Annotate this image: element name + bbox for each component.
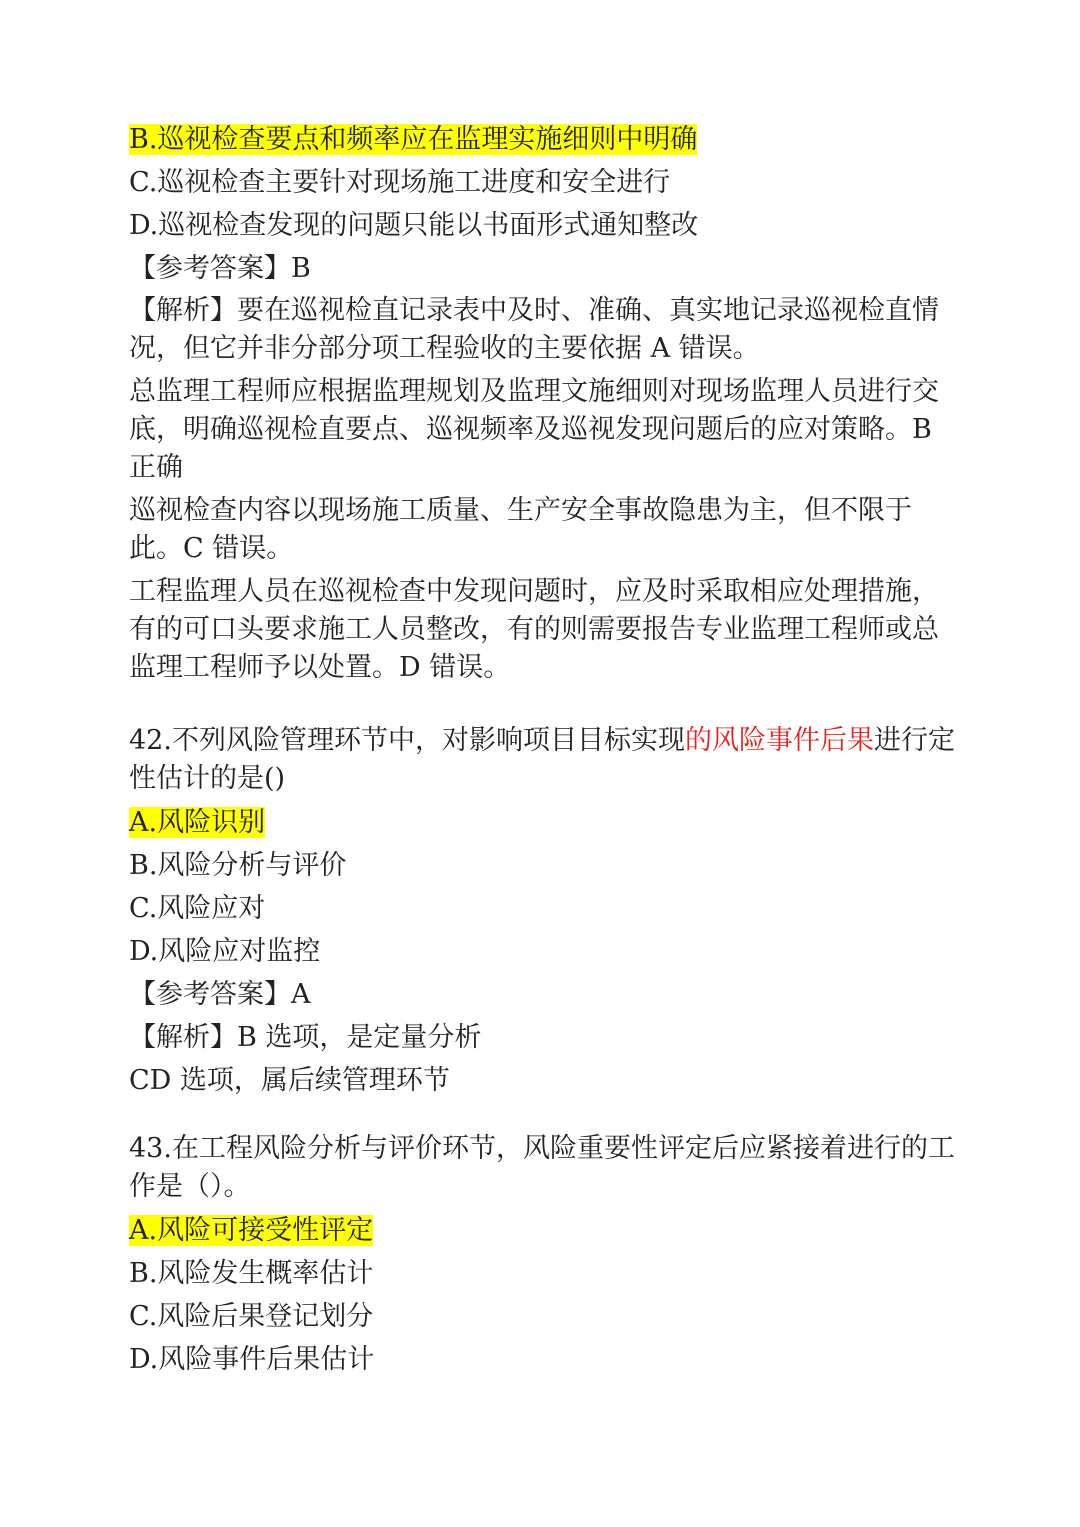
q43-option-d: D.风险事件后果估计 xyxy=(129,1344,375,1375)
q43-option-c: C.风险后果登记划分 xyxy=(129,1301,374,1332)
question-43 xyxy=(129,1128,959,1381)
q42-option-d: D.风险应对监控 xyxy=(129,936,321,967)
q42-stem xyxy=(129,720,959,801)
q41-option-c: C.巡视检查主要针对现场施工进度和安全进行 xyxy=(129,167,671,198)
q41-analysis-4: 工程监理人员在巡视检查中发现问题时，应及时采取相应处理措施，有的可口头要求施工人员整改，有的则需要报告专业监理工程师或总监理工程师予以处置。D 错误。 xyxy=(129,576,939,683)
q42-option-c: C.风险应对 xyxy=(129,893,266,924)
q42-analysis-2: CD 选项，属后续管理环节 xyxy=(129,1065,450,1096)
highlighted-correct-option: A.风险识别 xyxy=(129,807,266,838)
q43-stem: 43.在工程风险分析与评价环节，风险重要性评定后应紧接着进行的工作是（）。 xyxy=(129,1133,955,1202)
q41-analysis-3: 巡视检查内容以现场施工质量、生产安全事故隐患为主，但不限于此。C 错误。 xyxy=(129,495,912,564)
q41-answer: 【参考答案】B xyxy=(129,253,311,284)
question-41-tail xyxy=(129,118,959,690)
q42-stem-pre: 42.不列风险管理环节中，对影响项目目标实现 xyxy=(129,725,685,756)
spacer xyxy=(129,1102,959,1128)
q41-analysis-2: 总监理工程师应根据监理规划及监理文施细则对现场监理人员进行交底，明确巡视检直要点、巡视频率及巡视发现问题后的应对策略。B 正确 xyxy=(129,376,939,483)
analysis-label: 【解析】 xyxy=(129,295,237,326)
analysis-text: 要在巡视检直记录表中及时、准确、真实地记录巡视检直情况，但它并非分部分项工程验收的主要依据 A 错误。 xyxy=(129,295,939,364)
q41-option-d: D.巡视检查发现的问题只能以书面形式通知整改 xyxy=(129,210,699,241)
q42-option-b: B.风险分析与评价 xyxy=(129,850,347,881)
question-42 xyxy=(129,720,959,1102)
q43-option-b: B.风险发生概率估计 xyxy=(129,1258,374,1289)
analysis-text: B 选项，是定量分析 xyxy=(237,1022,482,1053)
q43-option-a xyxy=(129,1209,959,1252)
document-page xyxy=(129,118,959,1381)
spacer xyxy=(129,690,959,720)
q41-analysis-1 xyxy=(129,290,959,371)
q42-analysis-1 xyxy=(129,1016,959,1059)
q42-stem-emphasis: 的风险事件后果 xyxy=(684,725,874,756)
q42-answer: 【参考答案】A xyxy=(129,979,311,1010)
analysis-label: 【解析】 xyxy=(129,1022,237,1053)
highlighted-correct-option: B.巡视检查要点和频率应在监理实施细则中明确 xyxy=(129,124,698,155)
highlighted-correct-option: A.风险可接受性评定 xyxy=(129,1215,374,1246)
q42-stem-post: 进行定性估计的是() xyxy=(129,725,955,794)
q42-option-a xyxy=(129,801,959,844)
q41-option-b xyxy=(129,118,959,161)
